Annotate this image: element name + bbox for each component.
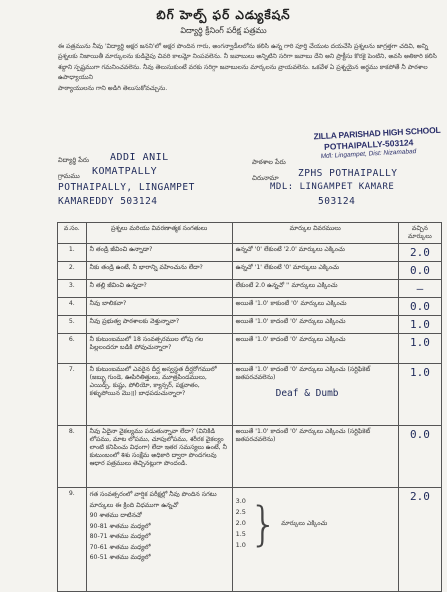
district-value: KAMAREDDY 503124 (58, 196, 158, 207)
scale-value: 2.5 (235, 508, 246, 516)
range-item: 80-71 శాతము మధ్యలో (89, 533, 151, 540)
student-name-label: విద్యార్థి పేరు (58, 156, 90, 164)
table-row (58, 488, 442, 592)
row-marks-text: అయితే '1.0' కాదంటే '0' మార్కులు ఎక్కించు (సర్టిఫికెట్ జతపరచవలెను) (235, 366, 371, 381)
handwritten-note: Deaf & Dumb (275, 388, 339, 399)
instructions-tail: పాఠ్యాయులను గాని అడిగి తెలుసుకోవచ్చును. (58, 84, 168, 92)
row-number: 6. (58, 334, 87, 364)
row-score: — (398, 280, 441, 298)
screening-table (57, 222, 442, 592)
row-score: 0.0 (398, 298, 441, 316)
row-score: 1.0 (398, 364, 441, 426)
mandal-label: చిరునామా (252, 174, 279, 182)
row-marks-detail: అయితే '1.0' కాదంటే '0' మార్కులు ఎక్కించు (232, 334, 398, 364)
row-question: నీ కుటుంబములో ఎవరైన దీర్ఘ అస్వస్థత దీర్ఘరోగములో (జబ్బు గుండె, ఊపిరితిత్తులు, మూత్రపిండములు, ఎయిడ్స్, కుష్టు, పోలియో, క్యాన్సర్, పక్షవాతం, కళ్ళుపోయిన మొ॥) బాధపడుచున్నారా? (86, 364, 232, 426)
row-marks-detail (232, 364, 398, 426)
instructions-paragraph (58, 42, 440, 94)
row-question: నీవు బాలికవా? (86, 298, 232, 316)
document-title: బిగ్ హెల్ప్ ఫర్ ఎడ్యుకేషన్ (156, 8, 291, 22)
scale-values (236, 496, 246, 551)
row-question (86, 488, 232, 592)
table-row (58, 280, 442, 298)
scale-value: 1.0 (235, 541, 246, 549)
row-marks-detail: ఉన్నచో '0' లేకుంటే '2.0' మార్కులు ఎక్కించు (232, 244, 398, 262)
row-question: నీ తల్లి జీవించి ఉన్నదా? (86, 280, 232, 298)
row-score: 0.0 (398, 426, 441, 488)
school-name-value: ZPHS POTHAIPALLY (298, 168, 398, 179)
pin-value: 503124 (318, 196, 356, 207)
row-score: 0.0 (398, 262, 441, 280)
row-question-text: గత సంవత్సరంలో వార్షిక పరీక్షల్లో నీవు పొందిన సగటు మార్కులు ఈ క్రింది విధముగా ఉన్నచో (89, 491, 217, 509)
row-number: 7. (58, 364, 87, 426)
row-marks-detail: అయితే '1.0' కాదంటే '0' మార్కులు ఎక్కించు (సర్టిఫికెట్ జతపరచవలెను) (232, 426, 398, 488)
scale-value: 1.5 (235, 530, 246, 538)
scale-value: 3.0 (235, 497, 246, 505)
row-number: 1. (58, 244, 87, 262)
row-number: 8. (58, 426, 87, 488)
table-row (58, 364, 442, 426)
scale-marks-label: మార్కులు ఎక్కించు (281, 519, 328, 527)
row-number: 5. (58, 316, 87, 334)
address-value: POTHAIPALLY, LINGAMPET (58, 182, 195, 193)
scale-value: 2.0 (235, 519, 246, 527)
row-question: నీకు తండ్రి ఉంటే, నీ భారాన్ని వహించును లేదా? (86, 262, 232, 280)
instructions-text: ఈ పత్రమును నీవు 'విద్యార్థి అక్షర జనని'లో అక్షర పొందిన గారు, అంగన్వాడీలలోను కలిసి ఉన్న గారి పూర్తి చేయుట దయచేసి ప్రశ్నలను జాగ్రత్తగా చదివి, అన్ని ప్రశ్నలకు నిజాయితీ మార్కులను కుడివైపు చివరి కాలమ్లో నింపవలెను. నీ జవాబులు అన్నిటిని సరిగా జవాబు దేని అని ప్రాక్టీసు కొరకై పెంటిని, అవసి అతికారి కలిసి శబ్దాని స్పష్టముగా గమనించవలెను. నీవు తెలుసుకుంటే వరకు సరిగ్గా జవాబులను మార్కలను వ్రాయవలెను. ఒకవేళ ఏ ప్రశ్నయైన అర్థము కాకపోతే నీ పాఠశాల ఉపాధ్యాయుని (58, 43, 437, 82)
mandal-value: MDL: LINGAMPET KAMARE (270, 182, 395, 192)
row-score: 1.0 (398, 316, 441, 334)
header-question: ప్రశ్నలు మరియు వివరణాత్మక సంగతులు (86, 223, 232, 244)
row-number: 3. (58, 280, 87, 298)
row-question: నీ కుటుంబములో 18 సంవత్సరముల లోపు గల పిల్లలందరూ బడికి పోవుచున్నారా? (86, 334, 232, 364)
row-number: 2. (58, 262, 87, 280)
row-marks-detail (232, 488, 398, 592)
school-name-label: పాఠశాల పేరు (252, 158, 286, 166)
header-score: వచ్చిన మార్కులు (398, 223, 441, 244)
table-row (58, 244, 442, 262)
row-number: 9. (58, 488, 87, 592)
row-question: నీవు ఏదైనా వైకల్యము పడుతున్నావా లేదా? (వినికిడి లోపము, మాట లోపము, చూపులోపము, శరీరక వైకల్యం లాంటి కనిపించు విధంగా) లేదా ఇతర సమస్యలు ఉంటే, నీ కుటుంబంలో శిశు సంక్షేమ అధికారి ద్వారా పొందగలవు ఆధార పత్రములు తెచ్చినట్లుగా పొందండి. (86, 426, 232, 488)
table-header-row (58, 223, 442, 244)
row-marks-detail: అయితే '1.0' కాకుంటే '0' మార్కులు ఎక్కించు (232, 298, 398, 316)
header-serial: వ.సం. (58, 223, 87, 244)
row-score: 1.0 (398, 334, 441, 364)
stamp-pin: POTHAIPALLY-503124 (323, 137, 414, 152)
village-value: KOMATPALLY (92, 166, 158, 177)
row-score: 2.0 (398, 488, 441, 592)
header-marks-detail: మార్కుల వివరములు (232, 223, 398, 244)
range-item: 70-61 శాతము మధ్యలో (89, 543, 151, 551)
row-question: నీవు ప్రభుత్వ పాఠశాలకు వెళ్తున్నావా? (86, 316, 232, 334)
row-number: 4. (58, 298, 87, 316)
range-item: 90-81 శాతము మధ్యలో (89, 522, 151, 530)
stamp-school-name: ZILLA PARISHAD HIGH SCHOOL (313, 124, 441, 142)
student-name-value: ADDI ANIL (110, 152, 169, 163)
document-subtitle: విద్యార్థి క్రీనింగ్ పరీక్ష పత్రము (180, 26, 267, 35)
brace-icon: } (248, 496, 279, 551)
row-marks-detail: అయితే '1.0' కాదంటే '0' మార్కులు ఎక్కించు (232, 316, 398, 334)
row-marks-detail: లేకుంటే 2.0 ఉన్నచో '' మార్కులు ఎక్కించు (232, 280, 398, 298)
marks-scale (236, 496, 395, 551)
table-row (58, 298, 442, 316)
range-item: 90 శాతము దాటినచో (89, 512, 142, 519)
village-label: గ్రామము (58, 172, 80, 180)
range-item: 60-51 శాతము మధ్యలో (89, 554, 151, 561)
row-score: 2.0 (398, 244, 441, 262)
table-row (58, 262, 442, 280)
row-marks-detail: ఉన్నచో '1' లేకుంటే '0' మార్కులు ఎక్కించు (232, 262, 398, 280)
row-question: నీ తండ్రి జీవించి ఉన్నాడా? (86, 244, 232, 262)
table-row (58, 334, 442, 364)
stamp-district: Mdl: Lingampet, Dist: Nizamabad (320, 148, 417, 161)
school-stamp (313, 125, 444, 161)
table-row (58, 316, 442, 334)
table-row (58, 426, 442, 488)
